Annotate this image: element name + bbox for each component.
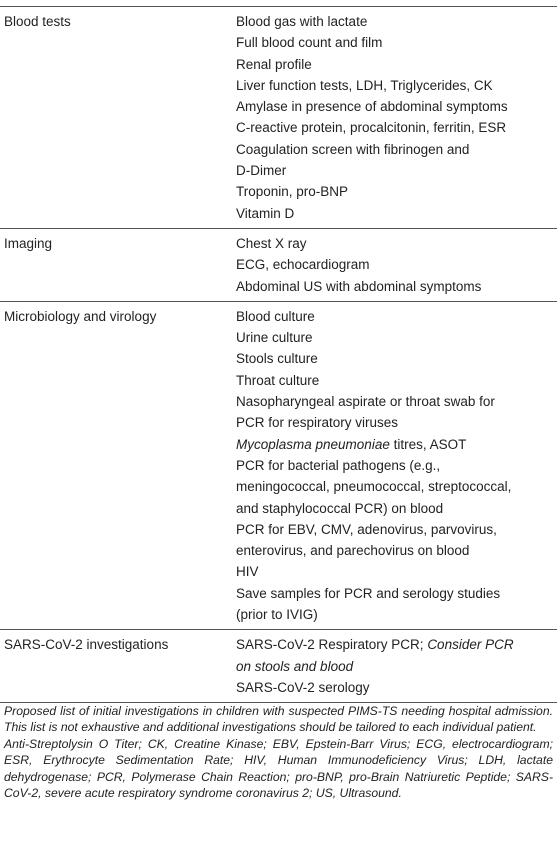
investigation-line <box>236 254 557 275</box>
investigation-text: Urine culture <box>236 330 313 346</box>
investigation-text: Vitamin D <box>236 205 295 221</box>
investigation-text: SARS-CoV-2 Respiratory PCR; <box>236 637 428 653</box>
investigations-table <box>0 6 557 703</box>
investigation-line <box>236 391 557 412</box>
investigation-text: Chest X ray <box>236 235 307 251</box>
investigation-line <box>236 412 557 433</box>
table-row <box>0 302 557 629</box>
investigation-line <box>236 656 557 677</box>
row-category-label: Microbiology and virology <box>4 308 157 324</box>
footnote-caption: Proposed list of initial investigations in children with suspected PIMS-TS needing hospital admission. This list is not exhaustive and additional investigations should be tailored to each individual patient. <box>4 704 553 735</box>
investigation-text: Blood gas with lactate <box>236 14 368 29</box>
investigation-text: meningococcal, pneumococcal, streptococcal, <box>236 479 512 495</box>
row-investigations <box>236 634 557 698</box>
investigation-line <box>236 498 557 519</box>
investigation-line <box>236 160 557 181</box>
investigation-line <box>236 117 557 138</box>
investigation-text: Renal profile <box>236 56 312 72</box>
investigation-text: and staphylococcal PCR) on blood <box>236 500 444 516</box>
investigation-line <box>236 75 557 96</box>
investigation-text: (prior to IVIG) <box>236 607 318 623</box>
investigation-text: Stools culture <box>236 351 318 367</box>
table-row <box>0 229 557 301</box>
footnote-abbreviations: Anti-Streptolysin O Titer; CK, Creatine Kinase; EBV, Epstein-Barr Virus; ECG, electrocardiogram; ESR, Erythrocyte Sedimentation Rate; HIV, Human Immunodeficiency Virus; LDH, lactate dehydrogenase; PCR, Polymerase Chain Reaction; pro-BNP, pro-Brain Natriuretic Peptide; SARS-CoV-2, severe acute respiratory syndrome coronavirus 2; US, Ultrasound. <box>4 736 553 801</box>
investigation-text: PCR for EBV, CMV, adenovirus, parvovirus, <box>236 521 497 537</box>
investigation-text: Amylase in presence of abdominal symptoms <box>236 99 508 115</box>
investigation-text: SARS-CoV-2 serology <box>236 679 370 695</box>
row-category-label: Imaging <box>4 235 53 251</box>
investigation-text: D-Dimer <box>236 163 287 179</box>
investigation-line <box>236 54 557 75</box>
row-investigations <box>236 306 557 625</box>
investigation-line <box>236 370 557 391</box>
investigation-text: Blood culture <box>236 308 315 324</box>
investigation-line <box>236 139 557 160</box>
investigation-line <box>236 455 557 476</box>
investigation-line <box>236 181 557 202</box>
investigation-text: Save samples for PCR and serology studies <box>236 585 501 601</box>
investigation-text: Consider PCR <box>427 637 514 653</box>
investigation-line <box>236 32 557 53</box>
investigation-line <box>236 583 557 604</box>
investigation-text: Nasopharyngeal aspirate or throat swab for <box>236 394 495 410</box>
investigation-text: Mycoplasma pneumoniae <box>236 436 390 452</box>
table-footnote <box>4 703 553 801</box>
investigation-line <box>236 634 557 655</box>
investigation-line <box>236 561 557 582</box>
investigation-line <box>236 348 557 369</box>
investigation-text: enterovirus, and parechovirus on blood <box>236 543 470 559</box>
investigation-text: ECG, echocardiogram <box>236 257 370 273</box>
investigation-line <box>236 96 557 117</box>
investigation-text: on stools and blood <box>236 658 354 674</box>
investigation-line <box>236 203 557 224</box>
investigation-text: Abdominal US with abdominal symptoms <box>236 278 482 294</box>
investigation-text: Troponin, pro-BNP <box>236 184 349 200</box>
row-category-label: Blood tests <box>4 14 71 29</box>
table-row <box>0 630 557 702</box>
investigation-text: Coagulation screen with fibrinogen and <box>236 141 470 157</box>
investigation-line <box>236 677 557 698</box>
investigation-text: Liver function tests, LDH, Triglycerides, CK <box>236 77 493 93</box>
row-investigations <box>236 11 557 224</box>
row-category-label: SARS-CoV-2 investigations <box>4 637 169 653</box>
table-row <box>0 7 557 228</box>
investigation-line <box>236 540 557 561</box>
investigation-text: PCR for respiratory viruses <box>236 415 399 431</box>
investigation-line <box>236 434 557 455</box>
investigation-text: PCR for bacterial pathogens (e.g., <box>236 457 441 473</box>
investigation-text: C-reactive protein, procalcitonin, ferritin, ESR <box>236 120 507 136</box>
investigation-line <box>236 476 557 497</box>
investigation-line <box>236 233 557 254</box>
investigation-text: Full blood count and film <box>236 35 383 51</box>
row-investigations <box>236 233 557 297</box>
investigation-text: Throat culture <box>236 372 320 388</box>
investigation-text: titres, ASOT <box>389 436 467 452</box>
investigation-line <box>236 519 557 540</box>
investigation-line <box>236 327 557 348</box>
investigation-line <box>236 11 557 32</box>
investigation-line <box>236 604 557 625</box>
investigation-line <box>236 306 557 327</box>
investigation-line <box>236 276 557 297</box>
investigation-text: HIV <box>236 564 259 580</box>
